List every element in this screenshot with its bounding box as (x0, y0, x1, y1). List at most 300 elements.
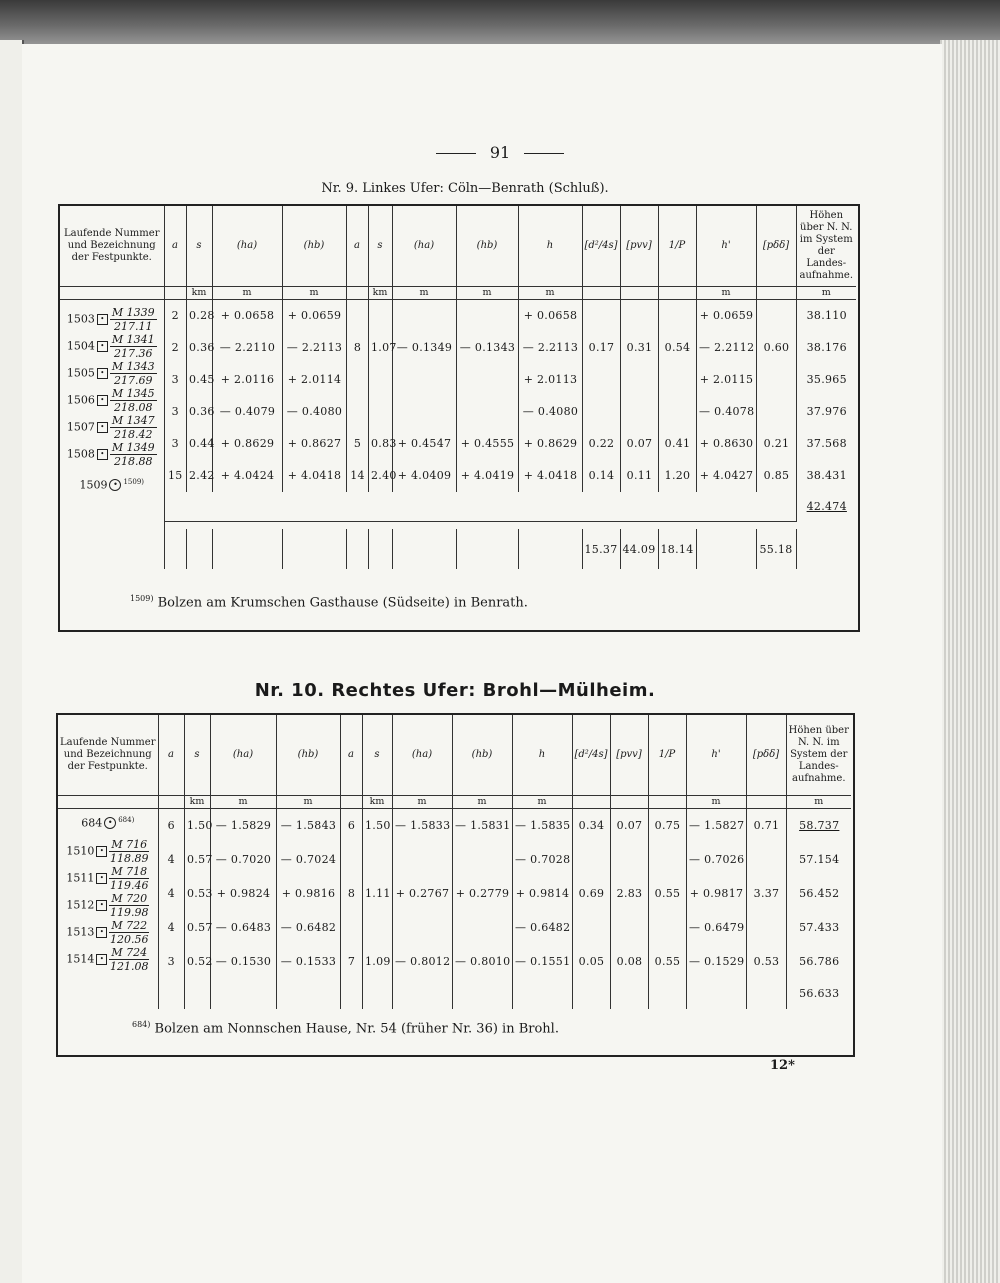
cell (757, 396, 797, 428)
table-9-point-list (60, 299, 164, 529)
cell: — 1.5835 (513, 809, 573, 843)
height-cell: 56.633 (787, 979, 852, 1009)
height-cell: 38.176 (797, 332, 857, 364)
cell: 0.08 (611, 945, 649, 979)
cell: 1.50 (185, 809, 211, 843)
cell: 0.31 (621, 332, 659, 364)
col-header-pdd: [pδδ] (756, 206, 796, 286)
table-row (159, 945, 852, 979)
cell: — 2.2110 (213, 332, 283, 364)
unit-cell: m (512, 795, 572, 808)
cell (347, 396, 369, 428)
cell (659, 364, 697, 396)
cell: 0.69 (573, 877, 611, 911)
col-header-hoehen: Höhen über N. N. im System der Landes-aufnahme. (796, 206, 856, 286)
cell (393, 843, 453, 877)
unit-cell: m (392, 795, 452, 808)
cell: 0.55 (649, 877, 687, 911)
cell: + 4.0418 (283, 460, 347, 492)
col-header-hb: (hb) (282, 206, 346, 286)
cell: — 2.2113 (283, 332, 347, 364)
unit-cell: m (210, 795, 276, 808)
cell (583, 396, 621, 428)
page-number: 91 (0, 143, 1000, 162)
cell (453, 843, 513, 877)
unit-cell: m (282, 286, 346, 299)
cell (573, 843, 611, 877)
unit-cell (164, 286, 186, 299)
cell: 0.85 (757, 460, 797, 492)
cell: 1.20 (659, 460, 697, 492)
cell (621, 364, 659, 396)
table-row (159, 979, 852, 1009)
cell: — 1.5827 (687, 809, 747, 843)
cell: 3 (167, 955, 175, 968)
cell (185, 979, 211, 1009)
cell (513, 979, 573, 1009)
col-header-a: a (164, 206, 186, 286)
unit-cell: m (452, 795, 512, 808)
benchmark-square-icon: • (97, 449, 108, 460)
table-10-unit-row (58, 795, 851, 808)
col-header-pdd: [pδδ] (746, 715, 786, 795)
col-header-h: h (518, 206, 582, 286)
col-header-inv-p: 1/P (648, 715, 686, 795)
cell: — 0.1529 (687, 945, 747, 979)
cell: 2.83 (611, 877, 649, 911)
cell (757, 364, 797, 396)
unit-cell: m (212, 286, 282, 299)
cell: + 0.2779 (453, 877, 513, 911)
cell (457, 300, 519, 332)
table-9-values-grid (165, 300, 857, 523)
col-header-h: h (512, 715, 572, 795)
unit-cell (582, 286, 620, 299)
unit-cell (658, 286, 696, 299)
height-cell: 58.737 (787, 809, 852, 843)
table-9-values (164, 299, 856, 529)
cell (611, 911, 649, 945)
cell: + 4.0418 (519, 460, 583, 492)
cell (347, 364, 369, 396)
height-cell: 37.976 (797, 396, 857, 428)
table-9-body (60, 299, 856, 529)
col-header-s: s (186, 206, 212, 286)
cell: + 0.9816 (277, 877, 341, 911)
cell (369, 396, 393, 428)
cell (211, 979, 277, 1009)
final-height-cell: 42.474 (797, 492, 857, 522)
unit-cell: m (686, 795, 746, 808)
point-row: 1511 • $\frac{M 718}{119.46}$ (66, 865, 149, 893)
cell (393, 300, 457, 332)
benchmark-square-icon: • (96, 900, 107, 911)
cell: 1.11 (363, 877, 393, 911)
cell: — 1.5831 (453, 809, 513, 843)
unit-cell: km (184, 795, 210, 808)
cell: + 0.2767 (393, 877, 453, 911)
cell: 0.54 (659, 332, 697, 364)
cell (341, 979, 363, 1009)
cell: — 0.6483 (211, 911, 277, 945)
point-row: 1505 • $\frac{M 1343}{217.69}$ (66, 359, 155, 387)
col-header-festpunkte: Laufende Nummer und Bezeichnung der Festpunkte. (58, 715, 158, 795)
table-9-caption: Nr. 9. Linkes Ufer: Cöln—Benrath (Schluß). (321, 181, 609, 196)
table-10-point-list (58, 808, 158, 1009)
col-header-hb2: (hb) (456, 206, 518, 286)
cell: 0.34 (573, 809, 611, 843)
cell: 4 (167, 921, 175, 934)
col-header-ha2: (ha) (392, 206, 456, 286)
cell: 1.50 (363, 809, 393, 843)
cell: — 0.6479 (687, 911, 747, 945)
col-header-d2-4s: [d²/4s] (572, 715, 610, 795)
col-header-ha: (ha) (210, 715, 276, 795)
col-header-ha: (ha) (212, 206, 282, 286)
cell: + 0.8630 (697, 428, 757, 460)
table-10-body (58, 808, 851, 1009)
table-row (165, 364, 857, 396)
cell: 0.53 (185, 877, 211, 911)
cell (747, 843, 787, 877)
cell (457, 396, 519, 428)
point-row: 1503 • $\frac{M 1339}{217.11}$ (66, 305, 155, 333)
cell: 0.53 (747, 945, 787, 979)
point-row: 1513 • $\frac{M 722}{120.56}$ (66, 919, 149, 947)
table-9-sums-row (60, 529, 856, 569)
cell: 3.37 (747, 877, 787, 911)
cell: 0.36 (187, 396, 213, 428)
cell: + 0.0658 (213, 300, 283, 332)
table-row (159, 877, 852, 911)
cell (393, 979, 453, 1009)
cell: — 0.6482 (277, 911, 341, 945)
table-row (159, 843, 852, 877)
cell: 8 (347, 332, 369, 364)
unit-cell: m (456, 286, 518, 299)
cell (621, 300, 659, 332)
cell: 0.45 (187, 364, 213, 396)
cell: 0.28 (187, 300, 213, 332)
cell: — 2.2112 (697, 332, 757, 364)
cell: 0.17 (583, 332, 621, 364)
cell: + 0.4555 (457, 428, 519, 460)
unit-cell (346, 286, 368, 299)
cell (363, 843, 393, 877)
footnote-mark: 1509) (130, 594, 154, 603)
cell: 15 (167, 469, 183, 482)
unit-cell (58, 795, 158, 808)
cell (369, 300, 393, 332)
cell: 3 (171, 437, 179, 450)
cell (757, 300, 797, 332)
height-cell: 57.433 (787, 911, 852, 945)
cell (453, 911, 513, 945)
benchmark-square-icon: • (96, 846, 107, 857)
table-row-final (165, 492, 857, 522)
cell: 0.55 (649, 945, 687, 979)
col-header-s2: s (362, 715, 392, 795)
cell: + 4.0427 (697, 460, 757, 492)
cell: — 0.1343 (457, 332, 519, 364)
cell: 0.75 (649, 809, 687, 843)
col-header-h-prime: h' (696, 206, 756, 286)
cell: 0.60 (757, 332, 797, 364)
cell: + 0.9824 (211, 877, 277, 911)
cell: 4 (167, 853, 175, 866)
cell: + 2.0113 (519, 364, 583, 396)
point-row: 684 • $^{684)}$ (81, 815, 135, 830)
cell: 2 (171, 341, 179, 354)
cell (457, 364, 519, 396)
table-9-unit-row (60, 286, 856, 299)
table-9-footnote (130, 594, 528, 610)
cell (453, 979, 513, 1009)
unit-cell (746, 795, 786, 808)
cell: — 0.1533 (277, 945, 341, 979)
unit-cell: m (796, 286, 856, 299)
left-page-edge (0, 40, 24, 1283)
cell: 3 (171, 373, 179, 386)
footnote-text: Bolzen am Nonnschen Hause, Nr. 54 (früher Nr. 36) in Brohl. (154, 1021, 559, 1037)
col-header-festpunkte: Laufende Nummer und Bezeichnung der Festpunkte. (60, 206, 164, 286)
height-cell: 37.568 (797, 428, 857, 460)
cell (649, 979, 687, 1009)
sum-pvv: 44.09 (620, 529, 658, 569)
unit-cell: m (276, 795, 340, 808)
cell: 0.07 (621, 428, 659, 460)
cell: — 1.5843 (277, 809, 341, 843)
benchmark-square-icon: • (96, 927, 107, 938)
footnote-mark: 684) (132, 1020, 151, 1029)
benchmark-square-icon: • (96, 873, 107, 884)
cell: + 2.0116 (213, 364, 283, 396)
table-row (165, 300, 857, 332)
sheet-signature: 12* (770, 1058, 795, 1073)
cell: + 2.0115 (697, 364, 757, 396)
benchmark-square-icon: • (97, 314, 108, 325)
col-header-a2: a (346, 206, 368, 286)
bolt-circle-icon: • (104, 817, 116, 829)
col-header-hb2: (hb) (452, 715, 512, 795)
point-row: 1506 • $\frac{M 1345}{218.08}$ (66, 386, 155, 414)
benchmark-square-icon: • (97, 368, 108, 379)
table-9 (60, 206, 856, 569)
point-row: 1508 • $\frac{M 1349}{218.88}$ (66, 440, 155, 468)
unit-cell: m (518, 286, 582, 299)
table-10-footnote (132, 1020, 559, 1036)
cell: 0.22 (583, 428, 621, 460)
cell: — 0.1349 (393, 332, 457, 364)
col-header-a: a (158, 715, 184, 795)
cell (649, 911, 687, 945)
cell: — 0.4080 (519, 396, 583, 428)
unit-cell: km (362, 795, 392, 808)
height-cell: 56.452 (787, 877, 852, 911)
cell: — 0.7026 (687, 843, 747, 877)
unit-cell (620, 286, 658, 299)
cell: — 0.1551 (513, 945, 573, 979)
cell: — 0.8010 (453, 945, 513, 979)
empty-cell (165, 492, 797, 522)
point-row: 1514 • $\frac{M 724}{121.08}$ (66, 946, 149, 974)
cell: 7 (341, 945, 363, 979)
table-row (159, 809, 852, 843)
cell: 6 (341, 809, 363, 843)
benchmark-square-icon: • (96, 954, 107, 965)
cell (363, 911, 393, 945)
cell: 8 (341, 877, 363, 911)
unit-cell: km (368, 286, 392, 299)
cell: — 0.8012 (393, 945, 453, 979)
cell (341, 911, 363, 945)
table-row (165, 332, 857, 364)
col-header-hoehen: Höhen über N. N. im System der Landes-aufnahme. (786, 715, 851, 795)
cell: 6 (167, 819, 175, 832)
unit-cell: m (696, 286, 756, 299)
cell: 2 (171, 309, 179, 322)
unit-cell: m (392, 286, 456, 299)
cell: 0.11 (621, 460, 659, 492)
height-cell: 38.431 (797, 460, 857, 492)
benchmark-square-icon: • (97, 341, 108, 352)
cell (573, 979, 611, 1009)
cell (347, 300, 369, 332)
cell: — 0.4079 (213, 396, 283, 428)
point-row: 1509 • $^{1509)}$ (79, 477, 145, 492)
cell: — 1.5829 (211, 809, 277, 843)
cell (369, 364, 393, 396)
cell: 0.36 (187, 332, 213, 364)
cell: 0.57 (185, 911, 211, 945)
cell: — 2.2113 (519, 332, 583, 364)
cell: + 4.0409 (393, 460, 457, 492)
cell (393, 396, 457, 428)
cell: — 0.4078 (697, 396, 757, 428)
table-10-values-grid (159, 809, 852, 1009)
unit-cell (340, 795, 362, 808)
cell: 1.09 (363, 945, 393, 979)
point-row: 1504 • $\frac{M 1341}{217.36}$ (66, 332, 155, 360)
point-row: 1510 • $\frac{M 716}{118.89}$ (66, 838, 149, 866)
sum-d2: 15.37 (582, 529, 620, 569)
cell: — 0.7028 (513, 843, 573, 877)
cell: 4 (167, 887, 175, 900)
unit-cell (648, 795, 686, 808)
unit-cell: km (186, 286, 212, 299)
height-cell: 56.786 (787, 945, 852, 979)
cell: 0.05 (573, 945, 611, 979)
table-9-header-row (60, 206, 856, 286)
cell: 0.07 (611, 809, 649, 843)
table-10-values (158, 808, 851, 1009)
cell (363, 979, 393, 1009)
table-10 (58, 715, 851, 1009)
col-header-a2: a (340, 715, 362, 795)
cell: 0.41 (659, 428, 697, 460)
cell: 14 (347, 460, 369, 492)
cell: 0.57 (185, 843, 211, 877)
cell (747, 979, 787, 1009)
cell: 5 (347, 428, 369, 460)
cell: — 0.7020 (211, 843, 277, 877)
col-header-s2: s (368, 206, 392, 286)
col-header-inv-p: 1/P (658, 206, 696, 286)
cell (659, 396, 697, 428)
cell: 2.40 (369, 460, 393, 492)
cell: 1.07 (369, 332, 393, 364)
col-header-ha2: (ha) (392, 715, 452, 795)
table-row (159, 911, 852, 945)
cell: + 4.0419 (457, 460, 519, 492)
cell (341, 843, 363, 877)
cell (583, 300, 621, 332)
cell: + 0.0659 (283, 300, 347, 332)
cell: — 1.5833 (393, 809, 453, 843)
unit-cell: m (786, 795, 851, 808)
col-header-pvv: [pvv] (610, 715, 648, 795)
unit-cell (756, 286, 796, 299)
cell (687, 979, 747, 1009)
col-header-d2-4s: [d²/4s] (582, 206, 620, 286)
cell (659, 300, 697, 332)
sum-p: 18.14 (658, 529, 696, 569)
cell: 0.44 (187, 428, 213, 460)
cell (393, 911, 453, 945)
cell: + 2.0114 (283, 364, 347, 396)
cell: + 0.8627 (283, 428, 347, 460)
footnote-text: Bolzen am Krumschen Gasthause (Südseite) in Benrath. (157, 595, 528, 611)
cell: 0.14 (583, 460, 621, 492)
sum-pdd: 55.18 (756, 529, 796, 569)
cell: + 0.0659 (697, 300, 757, 332)
col-header-hb: (hb) (276, 715, 340, 795)
cell (649, 843, 687, 877)
cell: + 0.9817 (687, 877, 747, 911)
height-cell: 57.154 (787, 843, 852, 877)
table-row (165, 460, 857, 492)
cell (583, 364, 621, 396)
cell (393, 364, 457, 396)
cell: — 0.7024 (277, 843, 341, 877)
cell: — 0.6482 (513, 911, 573, 945)
col-header-h-prime: h' (686, 715, 746, 795)
height-cell: 38.110 (797, 300, 857, 332)
height-cell: 35.965 (797, 364, 857, 396)
bolt-circle-icon: • (109, 479, 121, 491)
unit-cell (158, 795, 184, 808)
table-10-header-row (58, 715, 851, 795)
benchmark-square-icon: • (97, 422, 108, 433)
cell (621, 396, 659, 428)
cell: 0.52 (185, 945, 211, 979)
cell: — 0.4080 (283, 396, 347, 428)
cell (611, 979, 649, 1009)
cell: 2.42 (187, 460, 213, 492)
cell: + 0.8629 (213, 428, 283, 460)
cell (611, 843, 649, 877)
cell: 3 (171, 405, 179, 418)
point-row: 1507 • $\frac{M 1347}{218.42}$ (66, 413, 155, 441)
cell (573, 911, 611, 945)
cell: + 0.4547 (393, 428, 457, 460)
unit-cell (572, 795, 610, 808)
cell (277, 979, 341, 1009)
cell: + 0.8629 (519, 428, 583, 460)
table-row (165, 396, 857, 428)
cell: 0.83 (369, 428, 393, 460)
table-10-caption: Nr. 10. Rechtes Ufer: Brohl—Mülheim. (254, 680, 656, 701)
